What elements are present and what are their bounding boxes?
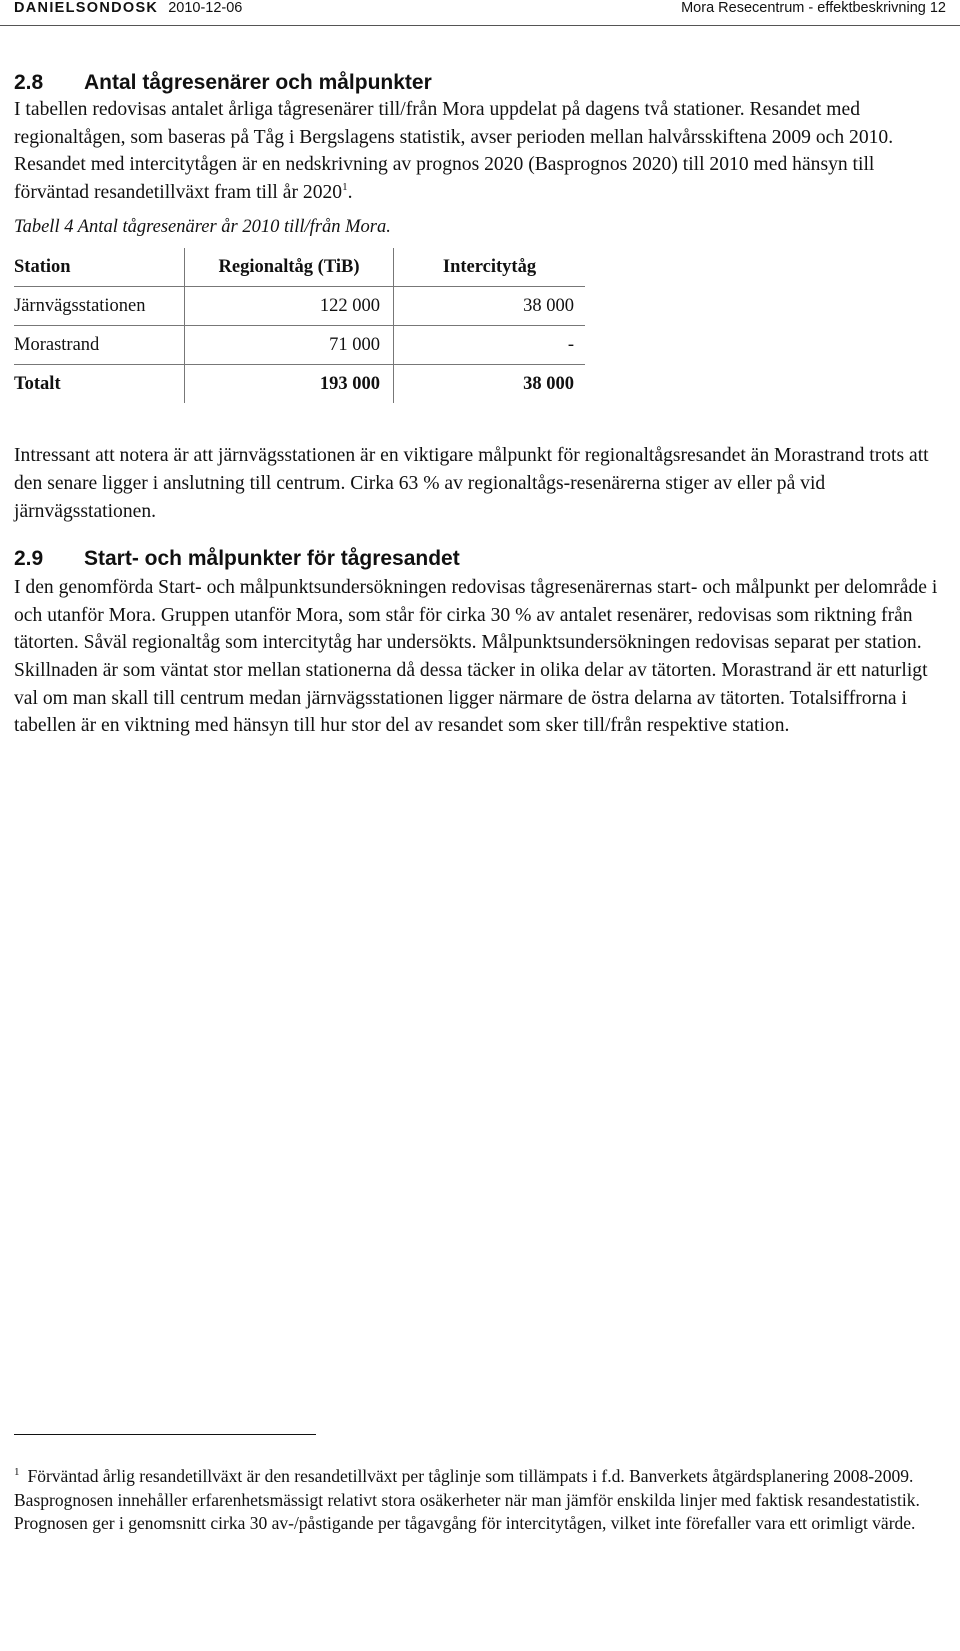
- footnote-divider: [14, 1434, 316, 1435]
- section-title: Antal tågresenärer och målpunkter: [84, 71, 432, 94]
- table-header-station: Station: [14, 248, 185, 287]
- header-org: DANIELSONDOSK: [14, 0, 159, 16]
- table-total-intercity: 38 000: [523, 373, 574, 394]
- footnote-marker: 1: [14, 1466, 20, 1478]
- table-header-row: [14, 248, 585, 287]
- analysis-paragraph: Intressant att notera är att järnvägsstationen är en viktigare målpunkt för regionaltågsresandet än Morastrand trots att den senare ligger i anslutning till centrum. Cirka 63 % av regionaltågs-resenärerna stiger av eller på vid järnvägsstationen.: [14, 445, 929, 522]
- table-cell-intercity: -: [394, 326, 586, 365]
- page-content: [14, 70, 954, 740]
- intro-paragraph: [14, 96, 954, 206]
- table-cell-regional: 122 000: [185, 287, 394, 326]
- table-header-regional: Regionaltåg (TiB): [185, 248, 394, 287]
- table-cell-intercity: 38 000: [394, 287, 586, 326]
- footnote-text: Förväntad årlig resandetillväxt är den resandetillväxt per tåglinje som tillämpats i f.d. Banverkets åtgärdsplanering 2008-2009. Basprognosen innehåller erfarenhetsmässigt relativt stora osäkerheter när man jämför enskilda linjer med faktisk resandestatistik. Prognosen ger i genomsnitt cirka 30 av-/påstigande per tågavgång för intercitytågen, vilket inte förefaller vara ett orimligt värde.: [14, 1466, 920, 1534]
- header-right: [681, 0, 946, 16]
- header-date: 2010-12-06: [168, 0, 243, 16]
- table-cell-regional: 71 000: [185, 326, 394, 365]
- section-number: 2.8: [14, 71, 44, 94]
- section-heading-2-9: [14, 546, 954, 572]
- section-heading-2-8: [14, 70, 954, 96]
- table-cell-station: Morastrand: [14, 326, 185, 365]
- section-number: 2.9: [14, 547, 44, 571]
- table-caption: Tabell 4 Antal tågresenärer år 2010 till/från Mora.: [14, 217, 391, 238]
- header-divider: [0, 25, 960, 26]
- intro-paragraph-text: I tabellen redovisas antalet årliga tågresenärer till/från Mora uppdelat på dagens två stationer. Resandet med regionaltågen, som baseras på Tåg i Bergslagens statistik, avser perioden mellan halvårsskiftena 2009 och 2010. Resandet med intercitytågen är en nedskrivning av prognos 2020 (Basprognos 2020) till 2010 med hänsyn till förväntad resandetillväxt fram till år 2020: [14, 99, 894, 203]
- table-header-intercity: Intercitytåg: [394, 248, 586, 287]
- table-total-label: Totalt: [14, 365, 185, 404]
- intro-paragraph-end: .: [347, 181, 353, 203]
- table-row: [14, 326, 585, 365]
- footnote-reference[interactable]: 1: [342, 180, 348, 193]
- table-total-regional: 193 000: [185, 365, 394, 404]
- passenger-table: [14, 248, 585, 403]
- header-doc-title: Mora Resecentrum - effektbeskrivning: [681, 0, 926, 16]
- table-total-row: [14, 365, 585, 404]
- survey-paragraph: I den genomförda Start- och målpunktsundersökningen redovisas tågresenärernas start- och målpunkt per delområde i och utanför Mora. Gruppen utanför Mora, som står för cirka 30 % av antalet resenärer, redovisas som riktning från tätorten. Såväl regionaltåg som intercitytåg har undersökts. Målpunktsundersökningen redovisas separat per station. Skillnaden är som väntat stor mellan stationerna då dessa täcker in olika delar av tätorten. Morastrand är ett naturligt val om man skall till centrum medan järnvägsstationen ligger närmare de östra delarna av tätorten. Totalsiffrorna i tabellen är en viktning med hänsyn till hur stor del av resandet som sker till/från respektive station.: [14, 577, 938, 737]
- page-number: 12: [929, 0, 946, 16]
- section-title: Start- och målpunkter för tågresandet: [84, 547, 460, 571]
- footnote: [14, 1465, 934, 1536]
- page-header: [14, 0, 946, 22]
- header-left: [14, 0, 242, 16]
- table-row: [14, 287, 585, 326]
- table-cell-station: Järnvägsstationen: [14, 287, 185, 326]
